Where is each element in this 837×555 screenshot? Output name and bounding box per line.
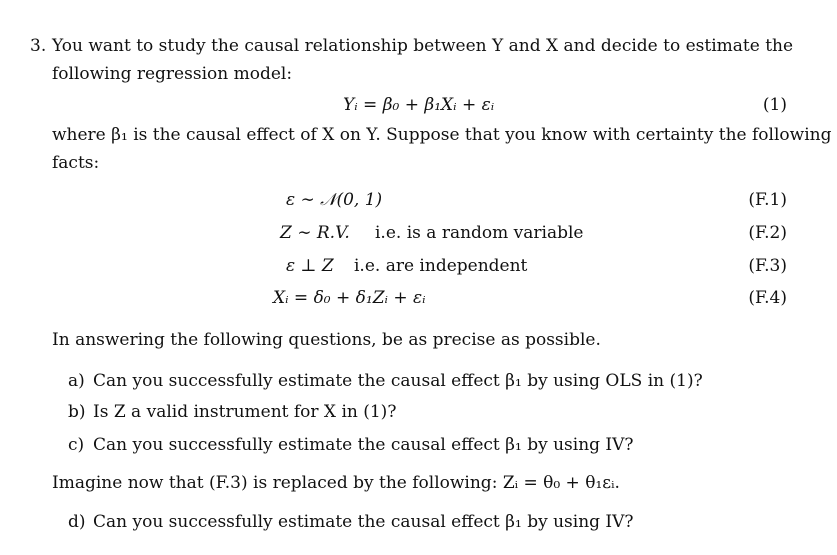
fact-2-note: i.e. is a random variable xyxy=(375,223,584,243)
question-b-text: Is Z a valid instrument for X in (1)? xyxy=(93,402,397,422)
intro-line-1: You want to study the causal relationship between Y and X and decide to estimate the xyxy=(52,36,794,56)
fact-3-expression: ε ⊥ Z xyxy=(286,256,334,276)
replacement-statement: Imagine now that (F.3) is replaced by the following: Zᵢ = θ₀ + θ₁εᵢ. xyxy=(52,473,620,493)
question-d-text: Can you successfully estimate the causal effect β₁ by using IV? xyxy=(93,512,634,532)
fact-2-expression: Z ∼ R.V. xyxy=(280,223,350,243)
question-b-label: b) xyxy=(68,402,86,422)
question-d-label: d) xyxy=(68,512,86,532)
intro-line-2: following regression model: xyxy=(52,64,293,84)
fact-3-note: i.e. are independent xyxy=(354,256,528,276)
fact-4-label: (F.4) xyxy=(748,288,787,308)
question-a-label: a) xyxy=(68,371,85,391)
question-c-label: c) xyxy=(68,435,85,455)
fact-3-label: (F.3) xyxy=(748,256,787,276)
problem-number: 3. xyxy=(30,36,47,56)
question-a-text: Can you successfully estimate the causal effect β₁ by using OLS in (1)? xyxy=(93,371,703,391)
regression-equation: Yᵢ = β₀ + β₁Xᵢ + εᵢ xyxy=(343,95,495,115)
fact-1-expression: ε ∼ 𝒩(0, 1) xyxy=(286,190,383,210)
question-c-text: Can you successfully estimate the causal effect β₁ by using IV? xyxy=(93,435,634,455)
where-line-1: where β₁ is the causal effect of X on Y. Suppose that you know with certainty the following xyxy=(52,125,832,145)
instructions: In answering the following questions, be as precise as possible. xyxy=(52,330,601,350)
fact-2-label: (F.2) xyxy=(748,223,787,243)
where-line-2: facts: xyxy=(52,153,100,173)
fact-4-expression: Xᵢ = δ₀ + δ₁Zᵢ + εᵢ xyxy=(273,288,426,308)
equation-label-1: (1) xyxy=(762,95,787,115)
fact-1-label: (F.1) xyxy=(748,190,787,210)
